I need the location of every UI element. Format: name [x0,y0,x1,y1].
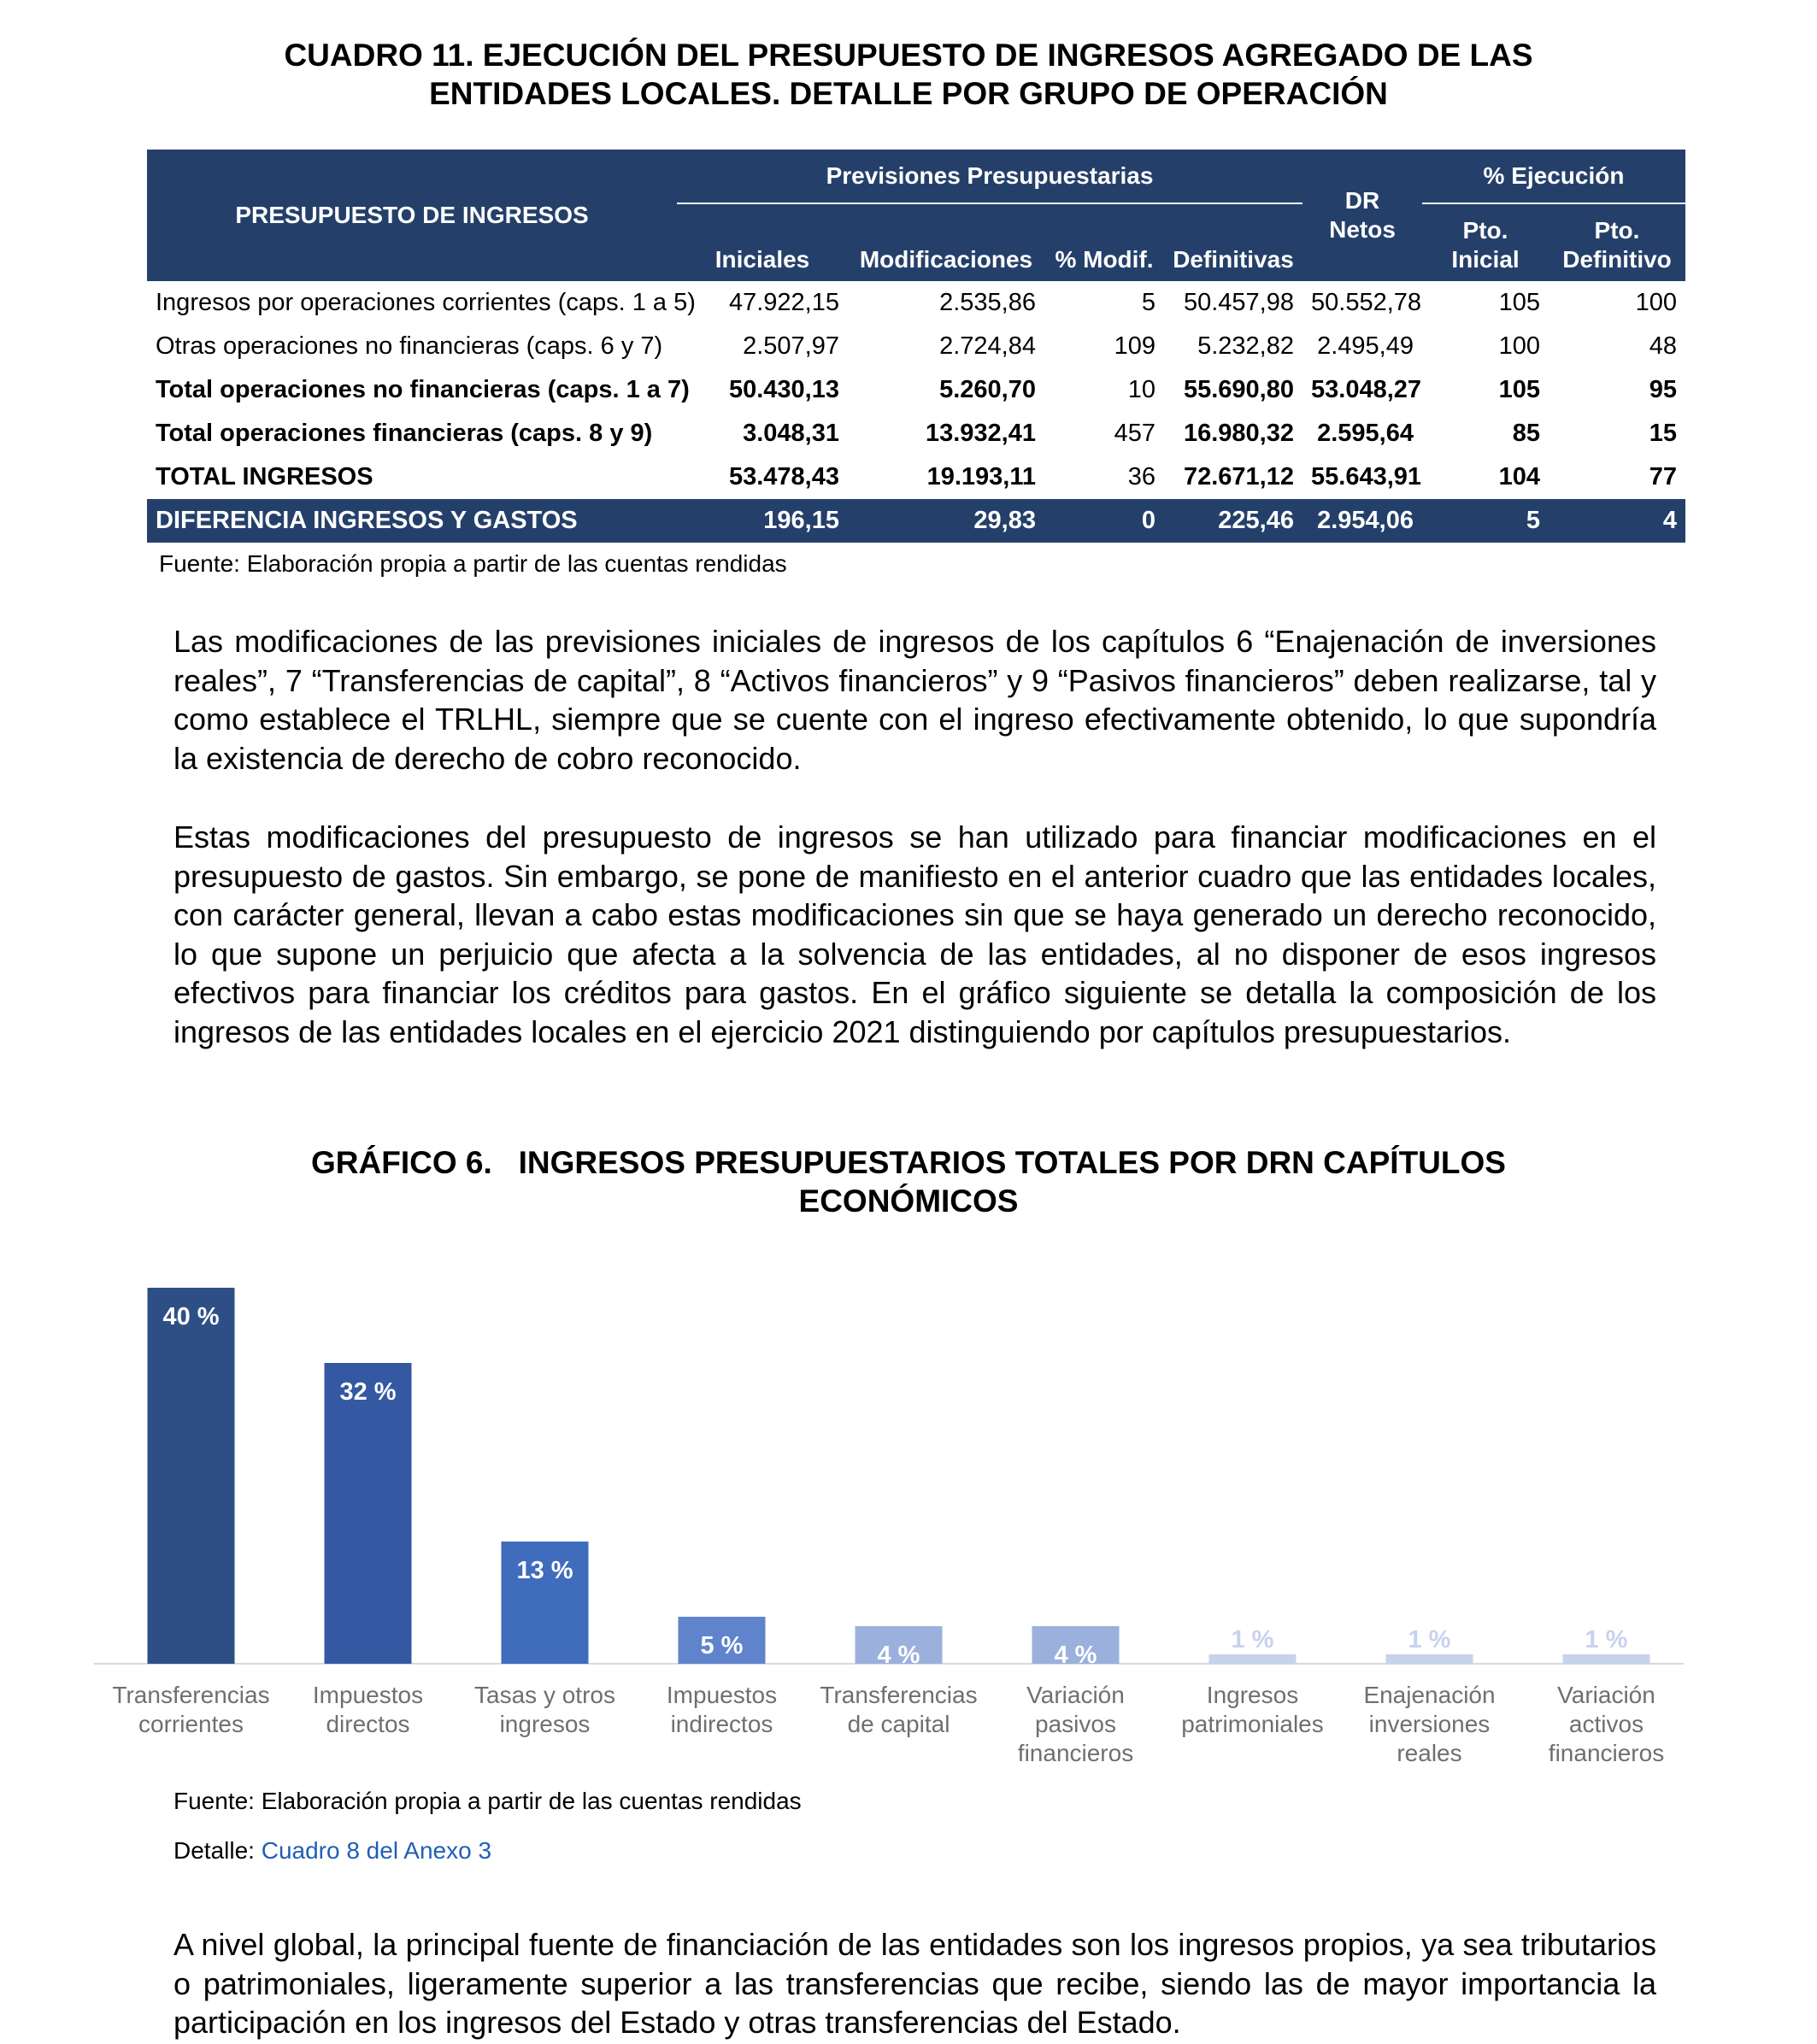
table-source: Fuente: Elaboración propia a partir de las cuentas rendidas [159,550,787,577]
data-label: 5 % [700,1632,744,1659]
category-label: de capital [847,1711,950,1737]
paragraph-1 [173,622,1656,778]
cell-dr-netos: 53.048,27 [1311,376,1422,403]
cell-dr-netos: 55.643,91 [1311,463,1422,490]
category-label: Impuestos [312,1682,424,1708]
cell-iniciales: 3.048,31 [743,420,839,447]
cell-pct-modif: 5 [1141,289,1155,316]
cell-dr-netos: 2.954,06 [1302,499,1422,543]
category-label: ingresos [499,1711,591,1737]
header-pct-modif: % Modif. [1044,203,1164,281]
bar [325,1363,412,1664]
cell-pto-definitivo: 15 [1649,420,1677,447]
cell-dr-netos: 50.552,78 [1311,289,1422,316]
header-dr-netos: DR Netos [1302,150,1422,281]
chart-detail-label: Detalle: [173,1837,262,1864]
cell-definitivas: 16.980,32 [1183,420,1294,447]
cell-iniciales: 53.478,43 [728,463,839,490]
category-label: Enajenación [1363,1682,1496,1708]
category-label: Tasas y otros [474,1682,615,1708]
category-label: Ingresos [1206,1682,1299,1708]
cell-pto-inicial: 5 [1422,499,1549,543]
cell-dr-netos: 2.595,64 [1317,420,1414,447]
cell-iniciales: 47.922,15 [728,289,839,316]
header-iniciales: Iniciales [677,203,848,281]
cell-definitivas: 72.671,12 [1183,463,1294,490]
data-label: 13 % [516,1557,573,1584]
chart-detail [173,1837,491,1865]
cell-definitivas: 55.690,80 [1183,376,1294,403]
cell-modificaciones: 29,83 [848,499,1044,543]
table-row [147,281,1685,325]
cell-definitivas: 50.457,98 [1183,289,1294,316]
cell-modificaciones: 19.193,11 [926,463,1036,490]
data-label: 32 % [339,1378,397,1406]
row-label: Ingresos por operaciones corrientes (caps. 1 a 5) [156,289,696,316]
row-label: Otras operaciones no financieras (caps. 6 y 7) [156,332,663,360]
table-row [147,325,1685,368]
cell-pct-modif: 457 [1114,420,1155,447]
cell-pto-definitivo: 95 [1649,376,1677,403]
category-label: financieros [1548,1740,1665,1766]
row-label: TOTAL INGRESOS [156,463,373,490]
paragraph-2 [173,818,1656,1051]
category-label: inversiones [1368,1711,1491,1737]
cell-pct-modif: 0 [1044,499,1164,543]
category-label: Transferencias [820,1682,978,1708]
paragraph-2-text: Estas modificaciones del presupuesto de ingresos se han utilizado para financiar modificaciones en el presupuesto de gastos. Sin embargo, se pone de manifiesto en el anterior cuadro que las entidades locales, con carácter general, llevan a cabo estas modificaciones sin que se haya generado un derecho reconocido, lo que supone un perjuicio que afecta a la solvencia de las entidades, al no disponer de esos ingresos efectivos para financiar los créditos para gastos. En el gráfico siguiente se detalla la composición de los ingresos de las entidades locales en el ejercicio 2021 distinguiendo por capítulos presupuestarios. [173,819,1656,1049]
table-title-line-1: CUADRO 11. EJECUCIÓN DEL PRESUPUESTO DE INGRESOS AGREGADO DE LAS [284,38,1533,73]
header-previsiones: Previsiones Presupuestarias [677,150,1302,203]
category-label: Variación [1557,1682,1655,1708]
category-label: indirectos [670,1711,773,1737]
cell-pto-definitivo: 77 [1649,463,1677,490]
chart-title [0,1143,1817,1220]
table-row [147,368,1685,412]
cell-pto-definitivo: 100 [1635,289,1677,316]
header-row-label: PRESUPUESTO DE INGRESOS [147,150,677,281]
paragraph-3-text: A nivel global, la principal fuente de financiación de las entidades son los ingresos propios, ya sea tributarios o patrimoniales, ligeramente superior a las transferencias que recibe, siendo las de mayor importancia la participación en los ingresos del Estado y otras transferencias del Estado. [173,1927,1656,2040]
table-row [147,455,1685,499]
cell-pto-inicial: 85 [1512,420,1540,447]
cell-iniciales: 50.430,13 [728,376,839,403]
table-title [0,36,1817,113]
chart-title-line-2: ECONÓMICOS [798,1184,1019,1219]
budget-table [147,150,1685,543]
cell-pct-modif: 10 [1127,376,1155,403]
bar [1386,1654,1473,1664]
category-label: Variación [1026,1682,1125,1708]
category-label: pasivos [1035,1711,1116,1737]
cell-definitivas: 225,46 [1164,499,1302,543]
cell-pct-modif: 36 [1127,463,1155,490]
chart-title-line-1: GRÁFICO 6. INGRESOS PRESUPUESTARIOS TOTALES POR DRN CAPÍTULOS [311,1145,1506,1180]
cell-pto-definitivo: 4 [1549,499,1685,543]
data-label: 4 % [877,1642,920,1669]
cell-definitivas: 5.232,82 [1197,332,1294,360]
cell-modificaciones: 5.260,70 [939,376,1036,403]
table-row-difference [147,499,1685,543]
category-label: financieros [1017,1740,1134,1766]
cell-pto-inicial: 105 [1498,376,1540,403]
category-label: activos [1568,1711,1644,1737]
cell-pto-definitivo: 48 [1649,332,1677,360]
bar [1209,1654,1297,1664]
category-label: Impuestos [666,1682,778,1708]
row-label: DIFERENCIA INGRESOS Y GASTOS [147,499,677,543]
annex-link[interactable]: Cuadro 8 del Anexo 3 [261,1837,492,1864]
category-label: corrientes [138,1711,244,1737]
row-label: Total operaciones financieras (caps. 8 y 9) [156,420,653,447]
paragraph-3 [173,1925,1656,2042]
data-label: 1 % [1585,1626,1628,1653]
header-definitivas: Definitivas [1164,203,1302,281]
chart-source: Fuente: Elaboración propia a partir de las cuentas rendidas [173,1788,802,1814]
category-label: Transferencias [112,1682,270,1708]
cell-pto-inicial: 100 [1498,332,1540,360]
bar [1563,1654,1650,1664]
cell-pto-inicial: 104 [1498,463,1540,490]
data-label: 1 % [1408,1626,1451,1653]
cell-pct-modif: 109 [1114,332,1155,360]
header-ejecucion: % Ejecución [1422,150,1685,203]
cell-modificaciones: 13.932,41 [925,420,1036,447]
category-label: reales [1397,1740,1462,1766]
header-pto-inicial: Pto. Inicial [1422,203,1549,281]
table-row [147,412,1685,455]
row-label: Total operaciones no financieras (caps. 1 a 7) [156,376,690,403]
data-label: 1 % [1231,1626,1274,1653]
paragraph-1-text: Las modificaciones de las previsiones iniciales de ingresos de los capítulos 6 “Enajenación de inversiones reales”, 7 “Transferencias de capital”, 8 “Activos financieros” y 9 “Pasivos financieros” deben realizarse, tal y como establece el TRLHL, siempre que se cuente con el ingreso efectivamente obtenido, lo que supondría la existencia de derecho de cobro reconocido. [173,624,1656,776]
data-label: 4 % [1054,1642,1097,1669]
bar [148,1288,235,1664]
table-title-line-2: ENTIDADES LOCALES. DETALLE POR GRUPO DE OPERACIÓN [429,76,1388,111]
cell-pto-inicial: 105 [1498,289,1540,316]
cell-modificaciones: 2.724,84 [939,332,1036,360]
header-modificaciones: Modificaciones [848,203,1044,281]
category-label: patrimoniales [1181,1711,1324,1737]
header-pto-definitivo: Pto. Definitivo [1549,203,1685,281]
category-label: directos [326,1711,410,1737]
data-label: 40 % [162,1303,220,1330]
cell-modificaciones: 2.535,86 [939,289,1036,316]
cell-iniciales: 196,15 [677,499,848,543]
cell-dr-netos: 2.495,49 [1317,332,1414,360]
cell-iniciales: 2.507,97 [743,332,839,360]
revenue-bar-chart [94,1248,1701,1777]
